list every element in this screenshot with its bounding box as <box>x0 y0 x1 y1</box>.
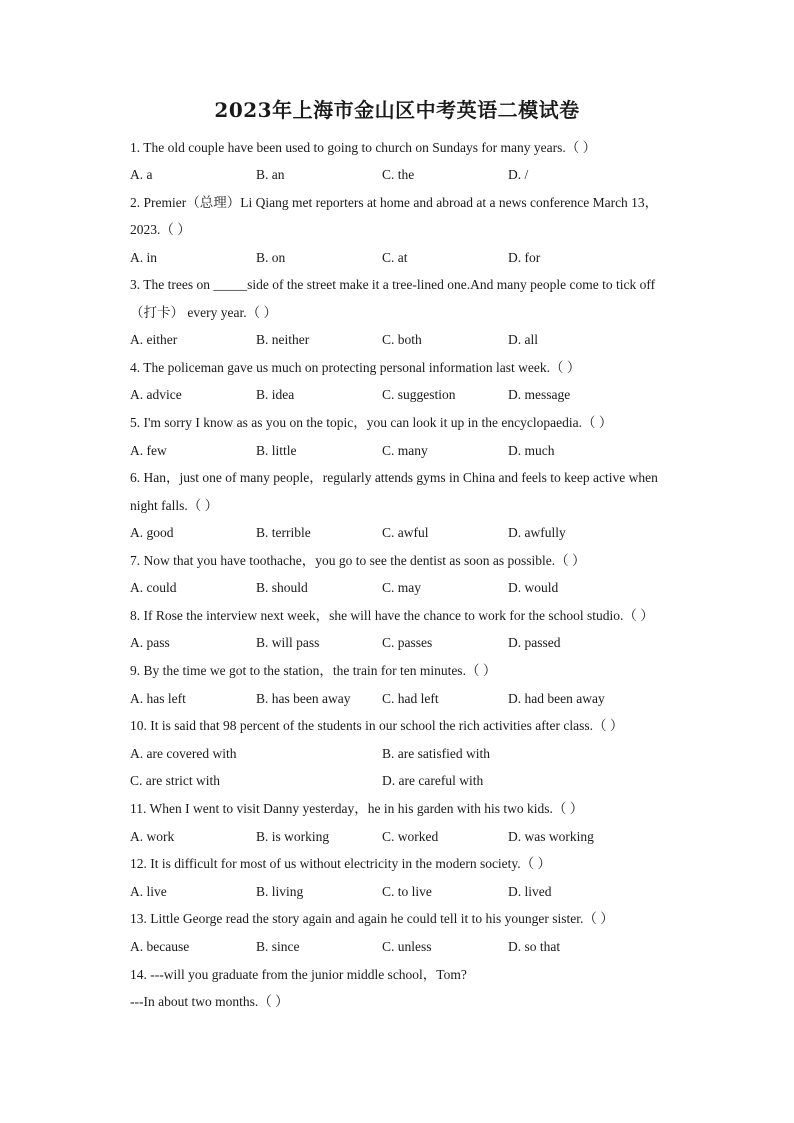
question-5-option-b: B. little <box>256 443 297 458</box>
question-4-stem: 4. The policeman gave us much on protecting personal information last week.（ ） <box>130 360 581 375</box>
question-2-option-b: B. on <box>256 250 286 265</box>
question-5-option-d: D. much <box>508 443 555 458</box>
question-14-stem-continued: ---In about two months.（ ） <box>130 994 289 1009</box>
question-2-stem: 2. Premier（总理）Li Qiang met reporters at home and abroad at a news conference March 13， <box>130 195 659 210</box>
question-3-stem-continued: （打卡） every year.（ ） <box>130 305 277 320</box>
question-2-stem-continued: 2023.（ ） <box>130 222 191 237</box>
question-6-stem: 6. Han，just one of many people，regularly attends gyms in China and feels to keep active when <box>130 470 658 485</box>
question-4-option-d: D. message <box>508 387 571 402</box>
question-4-option-c: C. suggestion <box>382 387 456 402</box>
question-12-option-a: A. live <box>130 884 167 899</box>
question-7-stem: 7. Now that you have toothache，you go to see the dentist as soon as possible.（ ） <box>130 553 586 568</box>
question-5-option-c: C. many <box>382 443 428 458</box>
page-title: 2023年上海市金山区中考英语二模试卷 <box>214 98 580 122</box>
question-4-option-a: A. advice <box>130 387 182 402</box>
question-2-option-c: C. at <box>382 250 408 265</box>
question-7-option-d: D. would <box>508 580 559 595</box>
question-10-option-a: A. are covered with <box>130 746 237 761</box>
question-12-option-d: D. lived <box>508 884 552 899</box>
question-5-option-a: A. few <box>130 443 167 458</box>
question-10-option-c: C. are strict with <box>130 773 220 788</box>
question-9-stem: 9. By the time we got to the station，the train for ten minutes.（ ） <box>130 663 497 678</box>
question-1-stem: 1. The old couple have been used to going to church on Sundays for many years.（ ） <box>130 140 597 155</box>
question-11-option-b: B. is working <box>256 829 330 844</box>
question-1-option-b: B. an <box>256 167 285 182</box>
question-2-option-a: A. in <box>130 250 157 265</box>
question-1-option-a: A. a <box>130 167 153 182</box>
question-8-stem: 8. If Rose the interview next week，she will have the chance to work for the school studio.（ ） <box>130 608 654 623</box>
question-3-option-c: C. both <box>382 332 422 347</box>
question-3-option-d: D. all <box>508 332 538 347</box>
question-12-option-b: B. living <box>256 884 304 899</box>
question-9-option-a: A. has left <box>130 691 186 706</box>
question-5-stem: 5. I'm sorry I know as as you on the topic，you can look it up in the encyclopaedia.（ ） <box>130 415 613 430</box>
question-9-option-d: D. had been away <box>508 691 605 706</box>
question-10-option-b: B. are satisfied with <box>382 746 490 761</box>
question-11-option-c: C. worked <box>382 829 439 844</box>
question-11-option-d: D. was working <box>508 829 594 844</box>
question-9-option-b: B. has been away <box>256 691 351 706</box>
question-13-option-d: D. so that <box>508 939 561 954</box>
question-14-stem: 14. ---will you graduate from the junior middle school，Tom? <box>130 967 467 982</box>
question-10-option-d: D. are careful with <box>382 773 484 788</box>
question-11-stem: 11. When I went to visit Danny yesterday，he in his garden with his two kids.（ ） <box>130 801 584 816</box>
question-12-option-c: C. to live <box>382 884 432 899</box>
question-9-option-c: C. had left <box>382 691 439 706</box>
question-8-option-d: D. passed <box>508 635 561 650</box>
question-8-option-c: C. passes <box>382 635 433 650</box>
question-7-option-a: A. could <box>130 580 177 595</box>
question-13-option-a: A. because <box>130 939 190 954</box>
question-6-option-d: D. awfully <box>508 525 566 540</box>
question-11-option-a: A. work <box>130 829 175 844</box>
question-3-stem: 3. The trees on _____side of the street make it a tree-lined one.And many people come to tick off <box>130 277 656 292</box>
question-6-option-a: A. good <box>130 525 174 540</box>
question-13-stem: 13. Little George read the story again and again he could tell it to his younger sister.（ ） <box>130 911 614 926</box>
question-2-option-d: D. for <box>508 250 541 265</box>
question-8-option-b: B. will pass <box>256 635 320 650</box>
question-8-option-a: A. pass <box>130 635 170 650</box>
question-10-stem: 10. It is said that 98 percent of the students in our school the rich activities after class.（ ） <box>130 718 624 733</box>
question-3-option-b: B. neither <box>256 332 310 347</box>
question-13-option-c: C. unless <box>382 939 432 954</box>
question-4-option-b: B. idea <box>256 387 295 402</box>
question-3-option-a: A. either <box>130 332 178 347</box>
question-6-option-b: B. terrible <box>256 525 311 540</box>
question-6-option-c: C. awful <box>382 525 429 540</box>
question-6-stem-continued: night falls.（ ） <box>130 498 219 513</box>
question-1-option-d: D. / <box>508 167 529 182</box>
question-12-stem: 12. It is difficult for most of us without electricity in the modern society.（ ） <box>130 856 552 871</box>
question-1-option-c: C. the <box>382 167 415 182</box>
question-13-option-b: B. since <box>256 939 300 954</box>
question-7-option-c: C. may <box>382 580 421 595</box>
question-7-option-b: B. should <box>256 580 308 595</box>
